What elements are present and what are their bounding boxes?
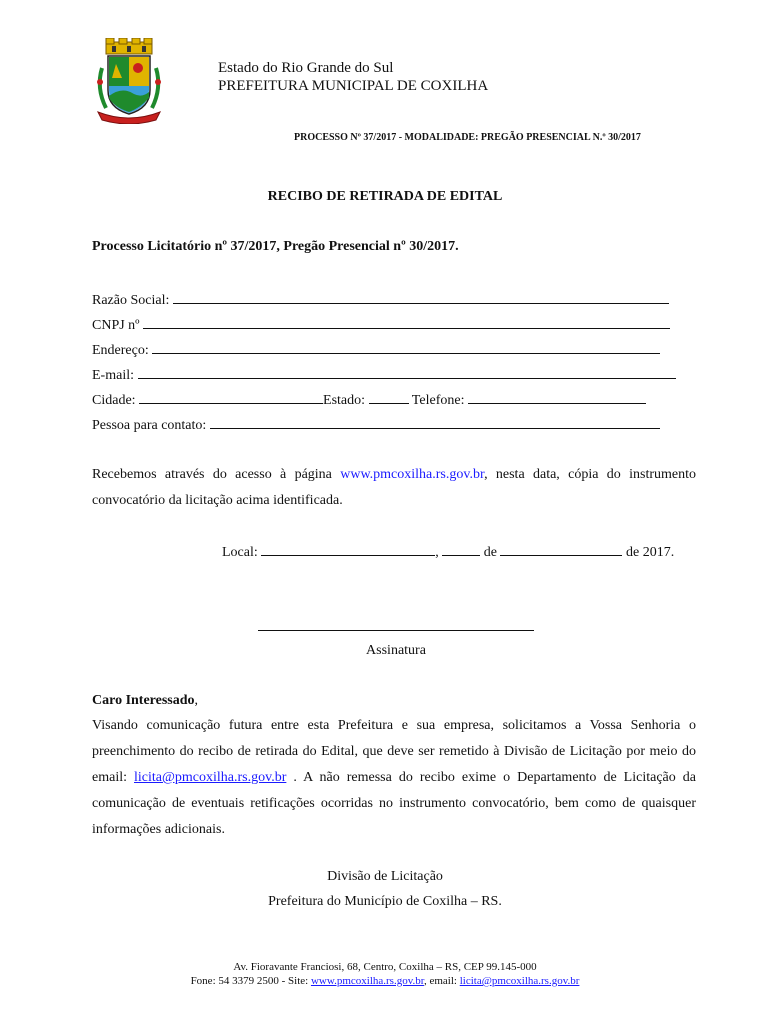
fill-line xyxy=(210,415,660,429)
fill-line xyxy=(369,390,409,404)
header-prefecture: PREFEITURA MUNICIPAL DE COXILHA xyxy=(218,78,489,94)
signature-line xyxy=(258,630,534,631)
notice-greeting: Caro Interessado, xyxy=(92,693,199,708)
fill-line xyxy=(173,290,669,304)
field-label: Pessoa para contato: xyxy=(92,418,207,433)
header-process-line: PROCESSO Nº 37/2017 - MODALIDADE: PREGÃO PRESENCIAL N.º 30/2017 xyxy=(294,132,641,143)
field-email xyxy=(92,365,676,384)
header-state: Estado do Rio Grande do Sul xyxy=(218,60,394,76)
closing-prefecture: Prefeitura do Município de Coxilha – RS. xyxy=(268,894,502,909)
fill-line xyxy=(261,542,435,556)
process-reference: Processo Licitatório nº 37/2017, Pregão Presencial nº 30/2017. xyxy=(92,239,459,254)
fill-line xyxy=(139,390,323,404)
municipal-crest-logo xyxy=(92,38,166,124)
field-endereco xyxy=(92,340,660,359)
fill-line xyxy=(143,315,670,329)
local-date-line: Local: , de de 2017. xyxy=(222,542,674,561)
footer-site-link[interactable]: www.pmcoxilha.rs.gov.br xyxy=(310,975,424,987)
field-label: Razão Social: xyxy=(92,293,170,308)
field-label: Telefone: xyxy=(411,393,465,408)
fill-line xyxy=(468,390,646,404)
field-label: CNPJ nº xyxy=(92,318,140,333)
closing-division: Divisão de Licitação xyxy=(327,869,443,884)
signature-label: Assinatura xyxy=(366,643,426,658)
fill-line xyxy=(500,542,622,556)
footer-address: Av. Fioravante Franciosi, 68, Centro, Coxilha – RS, CEP 99.145-000 xyxy=(233,961,537,973)
field-cidade-estado-telefone xyxy=(92,390,646,409)
receipt-paragraph: Recebemos através do acesso à página www.pmcoxilha.rs.gov.br, nesta data, cópia do instrumento convocatório da licitação acima identificada. xyxy=(92,467,696,508)
field-label: E-mail: xyxy=(92,368,134,383)
notice-paragraph: Visando comunicação futura entre esta Prefeitura e sua empresa, solicitamos a Vossa Senhoria o preenchimento do recibo de retirada do Edital, que deve ser remetido à Divisão de Licitação por meio do email: licita@pmcoxilha.rs.gov.br . A não remessa do recibo exime o Departamento de Licitação da comunicação de eventuais retificações ocorridas no instrumento convocatório, bem como de quaisquer informações adicionais. xyxy=(92,718,696,837)
document-title: RECIBO DE RETIRADA DE EDITAL xyxy=(267,189,503,204)
field-pessoa-contato xyxy=(92,415,660,434)
fill-line xyxy=(442,542,480,556)
email-link[interactable]: licita@pmcoxilha.rs.gov.br xyxy=(134,770,287,785)
field-razao-social xyxy=(92,290,669,309)
fill-line xyxy=(138,365,676,379)
field-label: Cidade: xyxy=(92,393,136,408)
footer-email-link[interactable]: licita@pmcoxilha.rs.gov.br xyxy=(459,975,580,987)
field-cnpj xyxy=(92,315,670,334)
footer-contact: Fone: 54 3379 2500 - Site: www.pmcoxilha.rs.gov.br, email: licita@pmcoxilha.rs.gov.br xyxy=(190,975,580,987)
site-link[interactable]: www.pmcoxilha.rs.gov.br xyxy=(340,467,485,482)
field-label: Endereço: xyxy=(92,343,149,358)
fill-line xyxy=(152,340,660,354)
field-label: Estado: xyxy=(323,393,366,408)
